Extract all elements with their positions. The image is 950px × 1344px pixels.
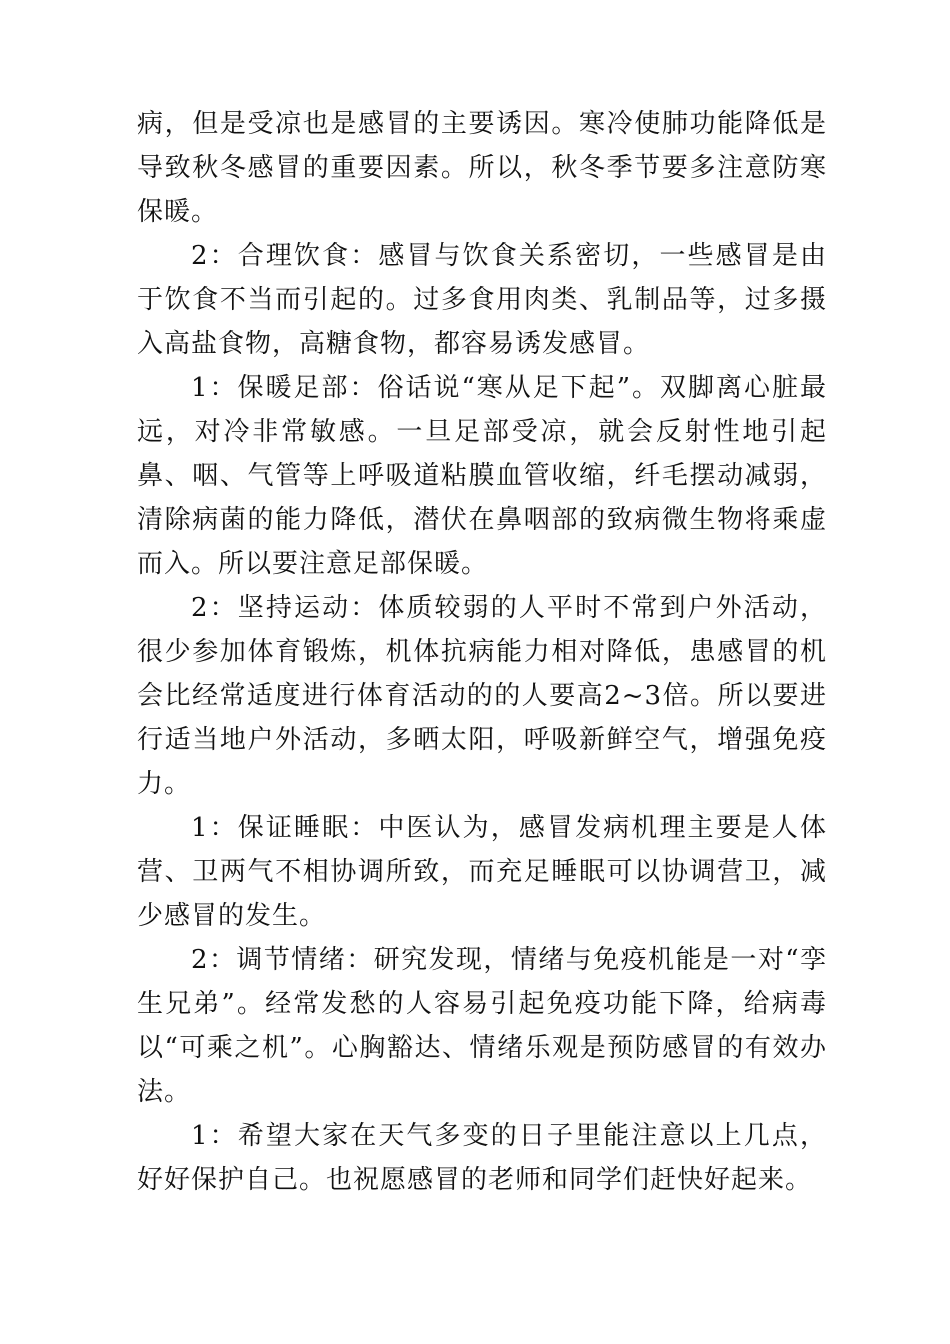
- paragraph-emotions: 2：调节情绪：研究发现，情绪与免疫机能是一对“孪生兄弟”。经常发愁的人容易引起免疫功能下降，给病毒以“可乘之机”。心胸豁达、情绪乐观是预防感冒的有效办法。: [137, 945, 827, 1107]
- paragraph-exercise: 2：坚持运动：体质较弱的人平时不常到户外活动，很少参加体育锻炼，机体抗病能力相对降低，患感冒的机会比经常适度进行体育活动的的人要高2~3倍。所以要进行适当地户外活动，多晒太阳，呼吸新鲜空气，增强免疫力。: [137, 593, 827, 799]
- paragraph-keep-feet-warm: 1：保暖足部：俗话说“寒从足下起”。双脚离心脏最远，对冷非常敏感。一旦足部受凉，就会反射性地引起鼻、咽、气管等上呼吸道粘膜血管收缩，纤毛摆动减弱，清除病菌的能力降低，潜伏在鼻咽部的致病微生物将乘虚而入。所以要注意足部保暖。: [137, 373, 827, 579]
- paragraph-diet: 2：合理饮食：感冒与饮食关系密切，一些感冒是由于饮食不当而引起的。过多食用肉类、乳制品等，过多摄入高盐食物，高糖食物，都容易诱发感冒。: [137, 241, 827, 359]
- paragraph-closing: 1：希望大家在天气多变的日子里能注意以上几点，好好保护自己。也祝愿感冒的老师和同学们赶快好起来。: [137, 1121, 827, 1195]
- document-body: [137, 102, 827, 1202]
- paragraph-sleep: 1：保证睡眠：中医认为，感冒发病机理主要是人体营、卫两气不相协调所致，而充足睡眠可以协调营卫，减少感冒的发生。: [137, 813, 827, 931]
- paragraph-continuation: 病，但是受凉也是感冒的主要诱因。寒冷使肺功能降低是导致秋冬感冒的重要因素。所以，秋冬季节要多注意防寒保暖。: [137, 109, 827, 227]
